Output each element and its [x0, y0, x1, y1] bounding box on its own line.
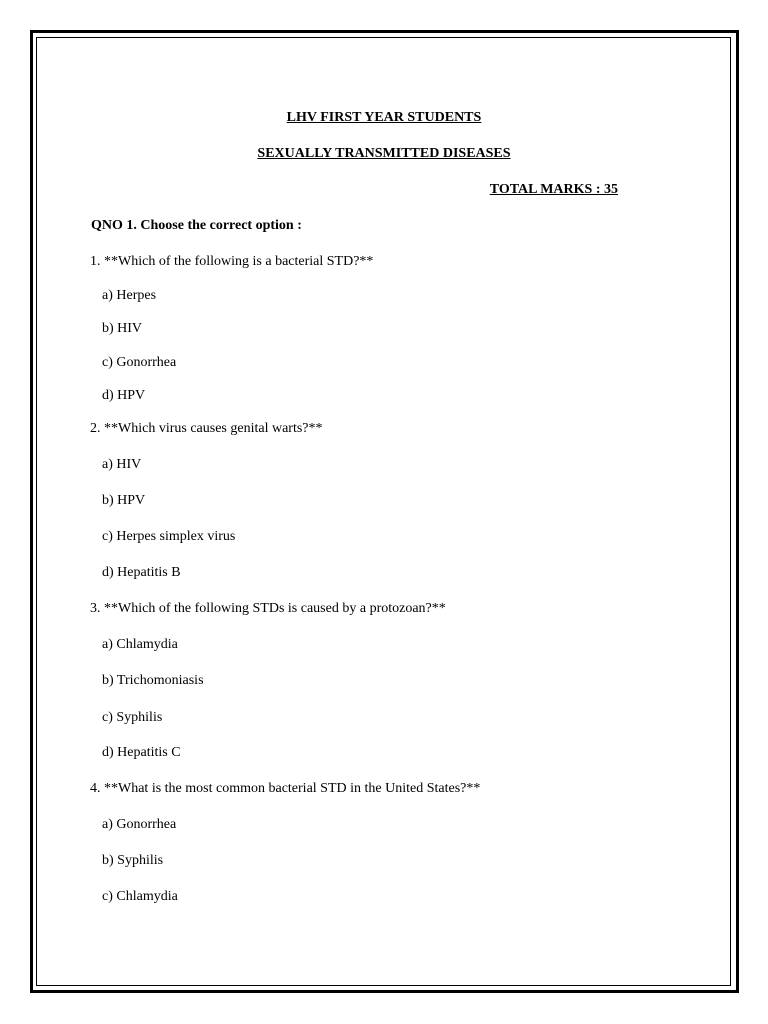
question-2: 2. **Which virus causes genital warts?** — [90, 421, 323, 436]
question-4-option-c: c) Chlamydia — [102, 889, 178, 904]
question-3-option-d: d) Hepatitis C — [102, 745, 181, 760]
question-4: 4. **What is the most common bacterial STD in the United States?** — [90, 781, 481, 796]
question-3-option-c: c) Syphilis — [102, 710, 163, 725]
question-2-option-c: c) Herpes simplex virus — [102, 529, 236, 544]
page-border-inner — [36, 37, 731, 986]
question-3: 3. **Which of the following STDs is caused by a protozoan?** — [90, 601, 446, 616]
question-3-option-a: a) Chlamydia — [102, 637, 178, 652]
document-title: LHV FIRST YEAR STUDENTS — [286, 110, 482, 125]
document-subtitle: SEXUALLY TRANSMITTED DISEASES — [257, 146, 511, 161]
question-3-option-b: b) Trichomoniasis — [102, 673, 204, 688]
question-4-option-b: b) Syphilis — [102, 853, 164, 868]
question-1: 1. **Which of the following is a bacterial STD?** — [90, 254, 374, 269]
question-2-option-d: d) Hepatitis B — [102, 565, 181, 580]
question-4-option-a: a) Gonorrhea — [102, 817, 177, 832]
question-1-option-d: d) HPV — [102, 388, 146, 403]
question-1-option-c: c) Gonorrhea — [102, 355, 177, 370]
total-marks: TOTAL MARKS : 35 — [489, 182, 618, 197]
question-1-option-a: a) Herpes — [102, 288, 157, 303]
question-2-option-a: a) HIV — [102, 457, 142, 472]
question-2-option-b: b) HPV — [102, 493, 146, 508]
section-heading: QNO 1. Choose the correct option : — [91, 218, 302, 233]
question-1-option-b: b) HIV — [102, 321, 143, 336]
